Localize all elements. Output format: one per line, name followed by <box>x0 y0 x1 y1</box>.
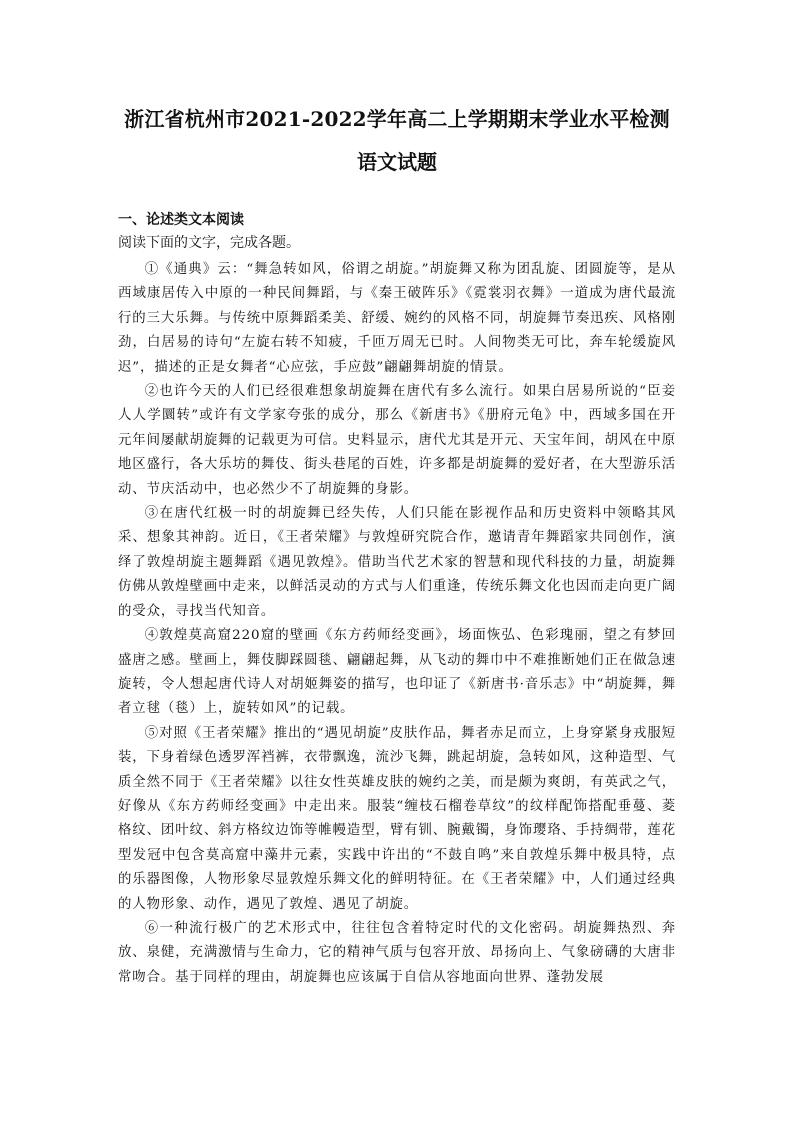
paragraph-3: ③在唐代红极一时的胡旋舞已经失传，人们只能在影视作品和历史资料中领略其风采、想象其神韵。近日，《王者荣耀》与敦煌研究院合作，邀请青年舞蹈家共同创作，演绎了敦煌胡旋主题舞蹈《遇见敦煌》。借助当代艺术家的智慧和现代科技的力量，胡旋舞仿佛从敦煌壁画中走来，以鲜活灵动的方式与人们重逢，传统乐舞文化也因而走向更广阔的受众，寻找当代知音。 <box>118 506 676 619</box>
paragraph-6: ⑥一种流行极广的艺术形式中，往往包含着特定时代的文化密码。胡旋舞热烈、奔放、泉健，充满激情与生命力，它的精神气质与包容开放、昂扬向上、气象磅礴的大唐非常吻合。基于同样的理由，胡旋舞也应该属于自信从容地面向世界、蓬勃发展 <box>118 920 676 985</box>
document-title: 浙江省杭州市2021-2022学年高二上学期期末学业水平检测 <box>124 107 670 131</box>
paragraph-1: ①《通典》云：“舞急转如风，俗谓之胡旋。”胡旋舞又称为团乱旋、团圆旋等，是从西域康居传入中原的一种民间舞蹈，与《秦王破阵乐》《霓裳羽衣舞》一道成为唐代最流行的三大乐舞。与传统中原舞蹈柔美、舒缓、婉约的风格不同，胡旋舞节奏迅疾、风格刚劲，白居易的诗句“左旋右转不知疲，千匝万周无已时。人间物类无可比，奔车轮缓旋风迟”，描述的正是女舞者“心应弦，手应鼓”翩翩舞胡旋的情景。 <box>118 262 676 375</box>
reading-instruction: 阅读下面的文字，完成各题。 <box>118 235 300 251</box>
document-subtitle: 语文试题 <box>357 150 437 174</box>
article-body <box>118 258 676 990</box>
section-heading: 一、论述类文本阅读 <box>118 212 244 228</box>
paragraph-4: ④敦煌莫高窟220窟的壁画《东方药师经变画》，场面恢弘、色彩瑰丽，望之有梦回盛唐之感。壁画上，舞伎脚踩圆毯、翩翩起舞，从飞动的舞巾中不难推断她们正在做急速旋转，令人想起唐代诗人对胡姬舞姿的描写，也印证了《新唐书·音乐志》中“胡旋舞，舞者立毬（毯）上，旋转如风”的记载。 <box>118 628 676 717</box>
paragraph-2: ②也许今天的人们已经很难想象胡旋舞在唐代有多么流行。如果白居易所说的“臣妾人人学圜转”或许有文学家夸张的成分，那么《新唐书》《册府元龟》中，西域多国在开元年间屡献胡旋舞的记载更为可信。史料显示，唐代尤其是开元、天宝年间，胡风在中原地区盛行，各大乐坊的舞伎、街头巷尾的百姓，许多都是胡旋舞的爱好者，在大型游乐活动、节庆活动中，也必然少不了胡旋舞的身影。 <box>118 384 676 497</box>
paragraph-5: ⑤对照《王者荣耀》推出的“遇见胡旋”皮肤作品，舞者赤足而立，上身穿紧身戎服短装，下身着绿色透罗浑裆裤，衣带飘逸，流沙飞舞，跳起胡旋，急转如风，这种造型、气质全然不同于《王者荣耀》以往女性英雄皮肤的婉约之美，而是颇为爽朗，有英武之气，好像从《东方药师经变画》中走出来。服装“缠枝石榴卷草纹”的纹样配饰搭配垂蔓、菱格纹、团叶纹、斜方格纹边饰等帷幔造型，臂有钏、腕戴镯，身饰璎珞、手持绸带，莲花型发冠中包含莫高窟中藻井元素，实践中许出的“不鼓自鸣”来自敦煌乐舞中极具特，点的乐器图像，人物形象尽显敦煌乐舞文化的鲜明特征。在《王者荣耀》中，人们通过经典的人物形象、动作，遇见了敦煌、遇见了胡旋。 <box>118 725 676 912</box>
